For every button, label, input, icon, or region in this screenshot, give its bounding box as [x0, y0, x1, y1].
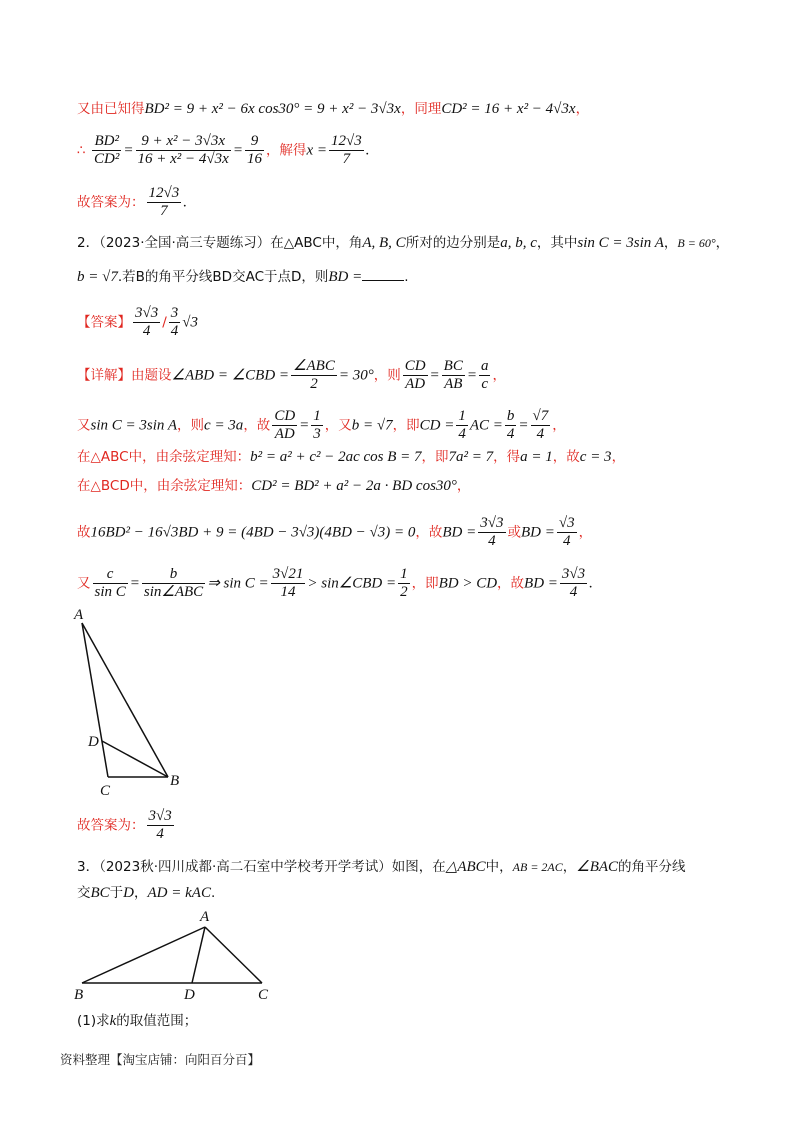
math: ∠ABD = ∠CBD =: [171, 367, 290, 384]
fraction: $\frac{1}{3}$: [313, 408, 321, 442]
text: ，: [611, 449, 626, 465]
math: ∠BAC: [576, 859, 619, 875]
vertex-label-d: D: [184, 987, 195, 1003]
text: 交: [77, 885, 91, 901]
footer-text: 资料整理【淘宝店铺：向阳百分百】: [60, 1052, 261, 1067]
derivation-line-3: 又 $\frac{c}{\text{sin C}}$ = $\frac{b}{\text{sin∠ABC}}$ ⇒ sin C = $\frac{3√21}{14}$ > sin∠CBD = $\frac{1}{2}$ ，即BD > CD，故BD = $\frac{3√3}{4}$ .: [77, 566, 593, 600]
fraction: $\frac{3√3}{4}$: [480, 515, 504, 549]
fraction: $\frac{\text{9 + x² − 3√3x}}{\text{16 + x² − 4√3x}}$: [137, 133, 229, 167]
vertex-label-d: D: [88, 734, 99, 750]
line-2: ∴ $\frac{\text{BD²}}{\text{CD²}}$ = $\frac{\text{9 + x² − 3√3x}}{\text{16 + x² − 4√3x}}$ = $\frac{9}{16}$ ，解得x = $\frac{12√3}{7}$ .: [77, 133, 370, 167]
fraction: $\frac{1}{2}$: [400, 566, 408, 600]
fraction: $\frac{9}{16}$: [246, 133, 262, 167]
math: BD² = 9 + x² − 6x cos30° = 9 + x² − 3√3x: [144, 101, 401, 117]
vertex-label-a: A: [74, 607, 84, 623]
text: ，: [552, 417, 566, 434]
math: 7a² = 7: [448, 449, 494, 465]
detail-line: 【详解】由题设∠ABD = ∠CBD = $\frac{\text{∠ABC}}{2}$ = 30°，则 $\frac{CD}{AD}$ = $\frac{BC}{AB}$ = $\frac{a}{c}$ ，: [77, 358, 506, 392]
text: ，: [134, 885, 148, 901]
fraction: $\frac{3√21}{14}$: [272, 566, 304, 600]
fraction: $\frac{\text{∠ABC}}{2}$: [293, 358, 335, 392]
fraction: $\frac{3√3}{4}$: [561, 566, 586, 600]
fraction: $\frac{CD}{AD}$: [274, 408, 296, 442]
text: .: [210, 885, 216, 901]
fraction: $\frac{c}{\text{sin C}}$: [94, 566, 126, 600]
text: 故答案为：: [77, 194, 145, 211]
fraction: $\frac{\text{BD²}}{\text{CD²}}$: [94, 133, 120, 167]
fraction: $\frac{3}{4}$: [170, 305, 179, 339]
text: ，得: [493, 449, 521, 465]
math: k: [109, 1013, 117, 1029]
detail-label: 【详解】由题设: [77, 367, 172, 384]
cosine-line-1: [77, 448, 625, 466]
line-1: [77, 100, 589, 118]
math: B = 60°: [677, 236, 716, 250]
math: b² = a² + c² − 2ac cos B = 7: [250, 449, 422, 465]
math: > sin∠CBD =: [307, 575, 397, 592]
math: 16BD² − 16√3BD + 9 = (4BD − 3√3)(4BD − √3) = 0: [90, 524, 416, 541]
text: ，又: [324, 417, 352, 434]
math: BD =: [442, 524, 477, 541]
math: x =: [306, 142, 327, 159]
text: 或: [507, 524, 521, 541]
math: b = √7: [77, 269, 118, 285]
text: 的角平分线: [618, 859, 686, 875]
text: ，: [575, 101, 590, 117]
text: 又由已知得: [77, 101, 145, 117]
text: ，其中: [536, 235, 578, 251]
text: ，: [578, 524, 593, 541]
text: (1)求: [77, 1013, 110, 1029]
therefore-symbol: ∴: [77, 142, 86, 159]
math: CD² = BD² + a² − 2a · BD cos30°: [251, 478, 457, 494]
text: ，故: [243, 417, 271, 434]
question-3-line-1: [77, 858, 686, 876]
vertex-label-c: C: [258, 987, 269, 1003]
fraction: $\frac{a}{c}$: [480, 358, 489, 392]
fraction: $\frac{3√3}{4}$: [135, 305, 159, 339]
math: BD =: [524, 575, 558, 592]
fraction: $\frac{3√3}{4}$: [148, 808, 172, 842]
text: 又: [77, 575, 91, 592]
text: /: [162, 314, 167, 331]
math: A, B, C: [362, 235, 406, 251]
text: ，: [492, 367, 506, 384]
fraction: $\frac{b}{4}$: [506, 408, 515, 442]
text: ，: [562, 859, 577, 875]
text: 于: [109, 885, 124, 901]
fraction: $\frac{12√3}{7}$: [148, 185, 180, 219]
vertex-label-a: A: [200, 909, 210, 925]
math: BC: [90, 885, 110, 901]
math: sin C = 3sin A: [90, 417, 178, 434]
math: AC =: [469, 417, 503, 434]
math: = 30°: [338, 367, 374, 384]
final-answer-line: [77, 808, 176, 843]
fraction: $\frac{√7}{4}$: [532, 408, 549, 442]
fraction: $\frac{BC}{AB}$: [443, 358, 463, 392]
fraction: $\frac{√3}{4}$: [558, 515, 575, 549]
text: ，: [456, 478, 471, 494]
text: 又: [77, 417, 91, 434]
math: BD =: [521, 524, 555, 541]
derivation-line-1: 又sin C = 3sin A，则c = 3a，故 $\frac{CD}{AD}$ = $\frac{1}{3}$ ，又b = √7，即CD = $\frac{1}{4}$ AC = $\frac{b}{4}$ = $\frac{√7}{4}$ ，: [77, 408, 566, 442]
math: sin C = 3sin A: [577, 235, 664, 251]
math: AD = kAC: [147, 885, 211, 901]
text: ，同理: [400, 101, 442, 117]
text: ，则: [177, 417, 205, 434]
text: 在△BCD中，由余弦定理知：: [77, 478, 252, 494]
text: ，即: [421, 449, 449, 465]
math: √3: [182, 314, 199, 331]
triangle-figure-1: [70, 605, 190, 800]
text: 所对的边分别是: [405, 235, 501, 251]
question-3-line-2: [77, 884, 215, 902]
text: 2．（2023·全国·高三专题练习）在△ABC中，角: [77, 235, 363, 251]
math: ⇒ sin C =: [207, 575, 269, 592]
math: AB = 2AC: [512, 860, 563, 874]
vertex-label-b: B: [74, 987, 84, 1003]
text: 故: [77, 524, 91, 541]
text: ，即: [411, 575, 439, 592]
fraction: $\frac{CD}{AD}$: [404, 358, 426, 392]
math: CD² = 16 + x² − 4√3x: [441, 101, 576, 117]
text: 的取值范围；: [116, 1013, 198, 1029]
text: 故答案为：: [77, 817, 145, 834]
fraction: $\frac{12√3}{7}$: [330, 133, 362, 167]
question-2-line-1: [77, 234, 729, 252]
question-3-part-1: [77, 1012, 197, 1030]
fraction: $\frac{b}{\text{sin∠ABC}}$: [143, 566, 204, 600]
math: c = 3a: [204, 417, 244, 434]
triangle-figure-2: [70, 905, 280, 1005]
vertex-label-b: B: [170, 773, 180, 789]
math: D: [123, 885, 135, 901]
vertex-label-c: C: [100, 783, 111, 799]
text: ，: [715, 235, 730, 251]
text: ，即: [392, 417, 420, 434]
text: ，故: [552, 449, 580, 465]
math: a, b, c: [500, 235, 537, 251]
math: BD =: [328, 269, 363, 285]
text: 中，: [485, 859, 513, 875]
text: 3．（2023秋·四川成都·高二石室中学校考开学考试）如图，在: [77, 859, 446, 875]
math: △ABC: [445, 859, 486, 875]
math: b = √7: [351, 417, 393, 434]
derivation-line-2: [77, 515, 592, 550]
math: CD =: [419, 417, 455, 434]
line-3: 故答案为： $\frac{12√3}{7}$ .: [77, 185, 187, 219]
math: a = 1: [520, 449, 553, 465]
math: c = 3: [579, 449, 612, 465]
cosine-line-2: [77, 477, 470, 495]
text: ，故: [497, 575, 525, 592]
text: ，解得: [265, 142, 307, 159]
text: 在△ABC中，由余弦定理知：: [77, 449, 251, 465]
text: ，故: [415, 524, 443, 541]
fraction: $\frac{1}{4}$: [458, 408, 466, 442]
text: .若B的角平分线BD交AC于点D，则: [117, 269, 329, 285]
answer-label: 【答案】: [77, 314, 131, 331]
math: BD > CD: [438, 575, 498, 592]
question-2-line-2: b = √7.若B的角平分线BD交AC于点D，则BD = .: [77, 269, 409, 285]
answer-line: [77, 305, 198, 340]
answer-blank: [362, 268, 404, 281]
text: ，则: [373, 367, 401, 384]
text: ，: [663, 235, 678, 251]
